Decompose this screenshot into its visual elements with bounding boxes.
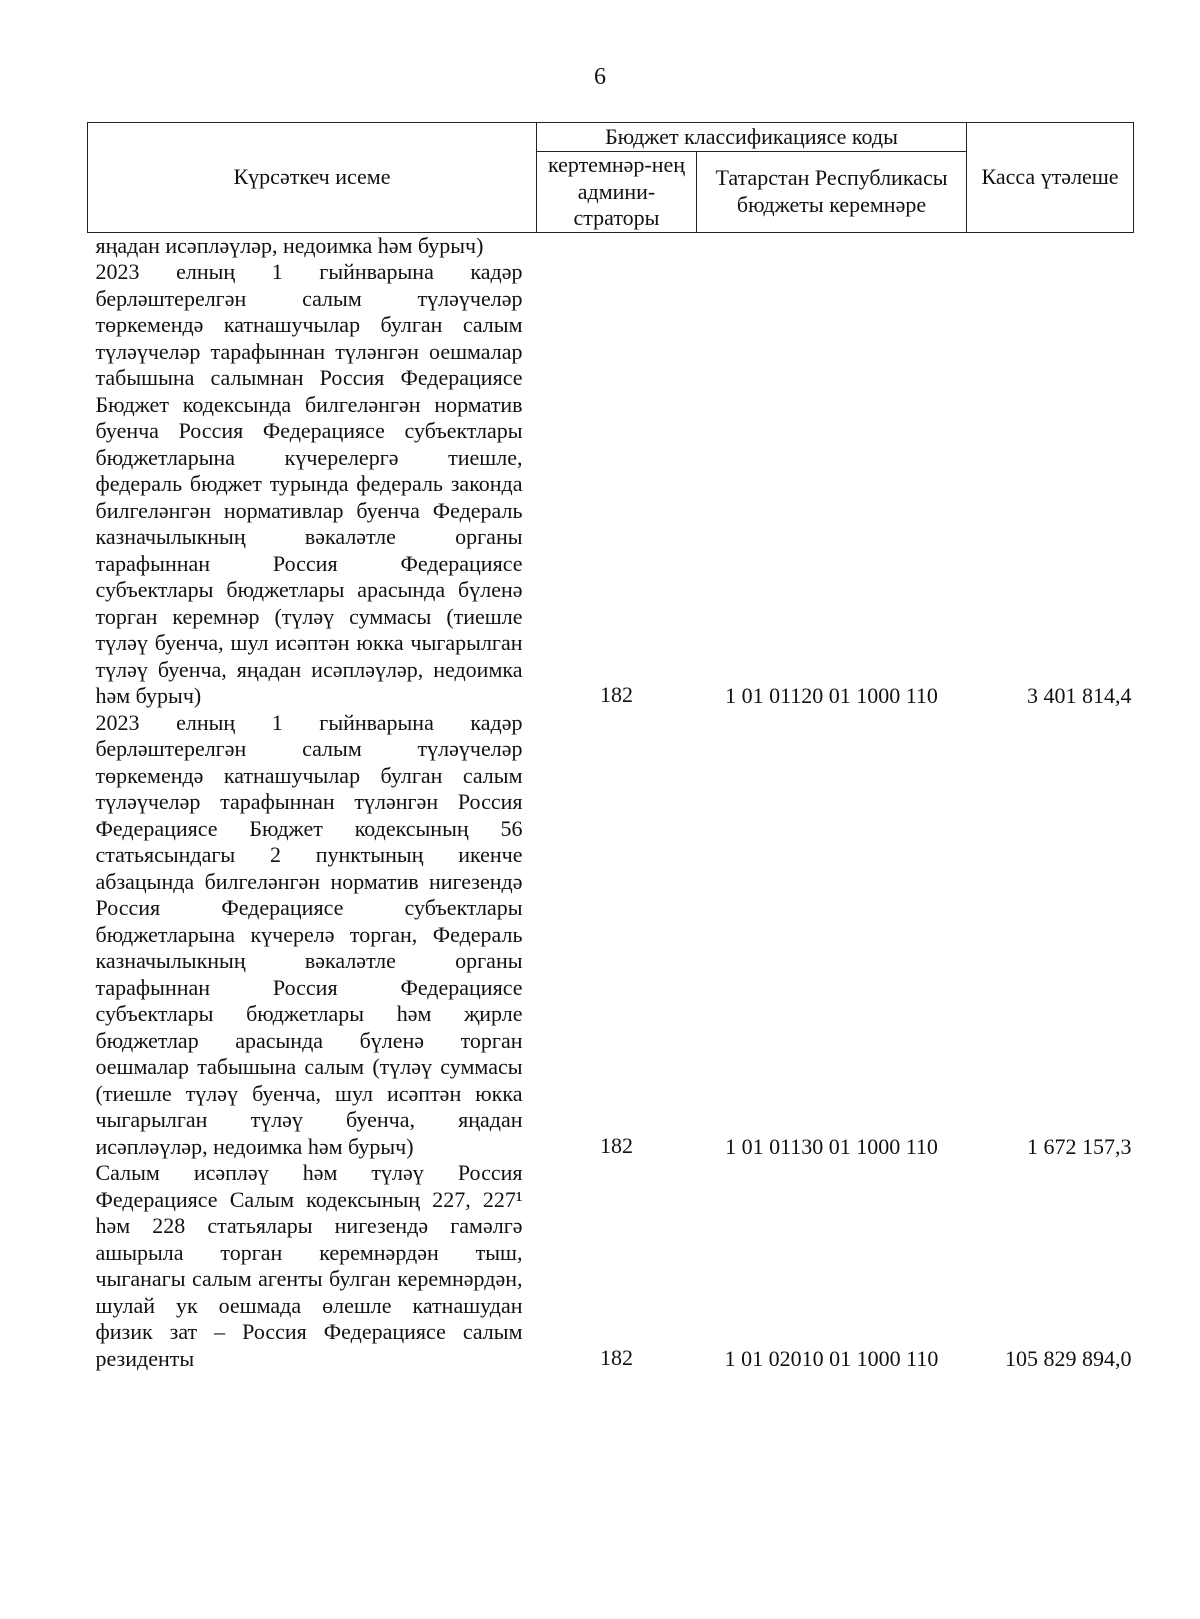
row-amount: 105 829 894,0	[1005, 1345, 1132, 1371]
budget-revenue-table	[87, 122, 1134, 1372]
header-revenue-admins: кертемнәр-нең админи-страторы	[537, 152, 697, 233]
row-budget-code: 1 01 02010 01 1000 110	[724, 1345, 939, 1371]
table-row	[88, 710, 1134, 1161]
row-amount: 1 672 157,3	[1027, 1133, 1132, 1159]
row-budget-code: 1 01 01130 01 1000 110	[725, 1133, 938, 1159]
row-admin-code: 182	[600, 1132, 633, 1158]
row-description: 2023 елның 1 гыйнварына кадәр берләштерелгән салым түләүчеләр төркемендә катнашучылар булган салым түләүчеләр тарафыннан түләнгән оешмалар табышына салымнан Россия Федерациясе Бюджет кодексында билгеләнгән норматив буенча Россия Федерациясе субъектлары бюджетларына күчерелергә тиешле, федераль бюджет турында федераль законда билгеләнгән нормативлар буенча Федераль казначылыкның вәкаләтле органы тарафыннан Россия Федерациясе субъектлары бюджетлары арасында бүленә торган керемнәр (түләү суммасы (тиешле түләү буенча, шул исәптән юкка чыгарылган түләү буенча, яңадан исәпләүләр, недоимка һәм бурыч)	[95, 259, 523, 708]
row-description: Салым исәпләү һәм түләү Россия Федерациясе Салым кодексының 227, 227¹ һәм 228 статьялары нигезендә гамәлгә ашырыла торган керемнәрдән тыш, чыганагы салым агенты булган керемнәрдән, шулай ук оешмада өлешле катнашудан физик зат – Россия Федерациясе салым резиденты	[95, 1160, 523, 1371]
header-indicator-name: Күрсәткеч исеме	[88, 123, 537, 233]
row-amount	[967, 232, 1134, 259]
row-description: яңадан исәпләүләр, недоимка һәм бурыч)	[95, 232, 484, 258]
header-tatarstan-revenues: Татарстан Республикасы бюджеты керемнәре	[697, 152, 967, 233]
header-budget-class-code: Бюджет классификациясе коды	[537, 123, 967, 152]
row-budget-code	[697, 232, 967, 259]
row-amount: 3 401 814,4	[1027, 683, 1132, 708]
table-row	[88, 259, 1134, 710]
row-admin-code: 182	[600, 682, 633, 707]
table-row	[88, 232, 1134, 259]
row-admin-code: 182	[600, 1344, 633, 1370]
row-admin-code	[537, 232, 697, 259]
page-number: 6	[594, 64, 606, 90]
row-description: 2023 елның 1 гыйнварына кадәр берләштерелгән салым түләүчеләр төркемендә катнашучылар булган салым түләүчеләр тарафыннан түләнгән Россия Федерациясе Бюджет кодексының 56 статьясындагы 2 пунктының икенче абзацында билгеләнгән норматив нигезендә Россия Федерациясе субъектлары бюджетларына күчерелә торган, Федераль казначылыкның вәкаләтле органы тарафыннан Россия Федерациясе субъектлары бюджетлары һәм җирле бюджетлар арасында бүленә торган оешмалар табышына салым (түләү суммасы (тиешле түләү буенча, шул исәптән юкка чыгарылган түләү буенча, яңадан исәпләүләр, недоимка һәм бурыч)	[95, 709, 523, 1159]
row-budget-code: 1 01 01120 01 1000 110	[725, 683, 938, 708]
table-row	[88, 1160, 1134, 1372]
header-cash-execution: Касса үтәлеше	[967, 123, 1134, 233]
